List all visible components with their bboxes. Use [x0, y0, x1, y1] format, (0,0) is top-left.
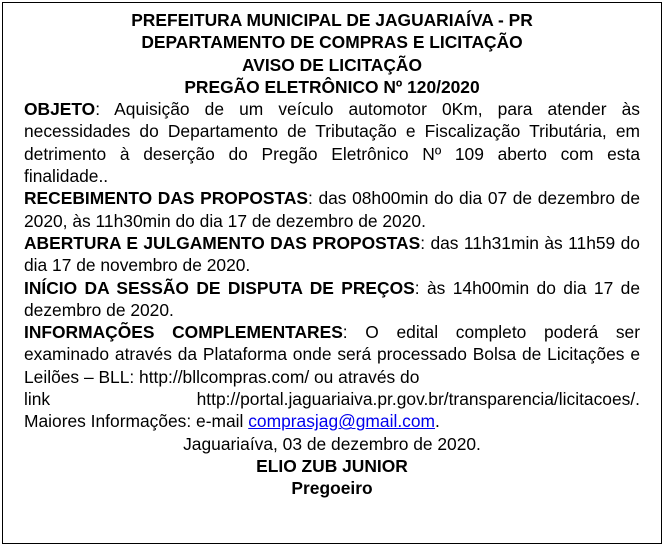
maiores-prefix: Maiores Informações: e-mail	[24, 411, 249, 432]
email-link[interactable]: comprasjag@gmail.com	[248, 411, 436, 432]
recebimento-label: RECEBIMENTO DAS PROPOSTAS	[24, 188, 309, 209]
link-word: link	[24, 389, 51, 410]
inicio-text: : às 14h00min do dia 17 de dezembro de 2020.	[24, 277, 640, 320]
inicio-label: INÍCIO DA SESSÃO DE DISPUTA DE PREÇOS	[24, 277, 415, 298]
recebimento-text: : das 08h00min do dia 07 de dezembro de 2020, às 11h30min do dia 17 de dezembro de 2020.	[24, 188, 640, 231]
objeto-paragraph	[24, 98, 640, 187]
header-department: DEPARTAMENTO DE COMPRAS E LICITAÇÃO	[141, 32, 523, 53]
signer-name: ELIO ZUB JUNIOR	[256, 455, 408, 476]
recebimento-paragraph	[24, 187, 640, 232]
abertura-paragraph	[24, 232, 640, 277]
informacoes-text: : O edital completo poderá ser examinado através da Plataforma onde será processado Bolsa de Licitações e Leilões – BLL: http://bllcompras.com/ ou através do	[24, 322, 640, 387]
signer-role: Pregoeiro	[291, 478, 373, 499]
place-date: Jaguariaíva, 03 de dezembro de 2020.	[183, 433, 481, 454]
header-notice-type: AVISO DE LICITAÇÃO	[241, 54, 423, 75]
objeto-text: : Aquisição de um veículo automotor 0Km, para atender às necessidades do Departamento de Tributação e Fiscalização Tributária, em detrimento à deserção do Pregão Eletrônico Nº 109 aberto com esta finalidade..	[24, 99, 640, 187]
abertura-label: ABERTURA E JULGAMENTO DAS PROPOSTAS	[24, 232, 421, 253]
inicio-paragraph	[24, 277, 640, 322]
informacoes-paragraph	[24, 321, 640, 388]
maiores-informacoes-line	[24, 410, 640, 432]
informacoes-link-line	[24, 388, 640, 410]
header-municipality: PREFEITURA MUNICIPAL DE JAGUARIAÍVA - PR	[131, 10, 533, 30]
header-auction-number: PREGÃO ELETRÔNICO Nº 120/2020	[184, 76, 480, 97]
informacoes-label: INFORMAÇÕES COMPLEMENTARES	[24, 322, 343, 343]
maiores-suffix: .	[435, 411, 440, 432]
objeto-label: OBJETO	[24, 99, 96, 120]
abertura-text: : das 11h31min às 11h59 do dia 17 de novembro de 2020.	[24, 232, 640, 276]
licitation-notice	[2, 2, 662, 544]
transparency-url-link[interactable]: http://portal.jaguariaiva.pr.gov.br/transparencia/licitacoes/.	[196, 389, 640, 410]
